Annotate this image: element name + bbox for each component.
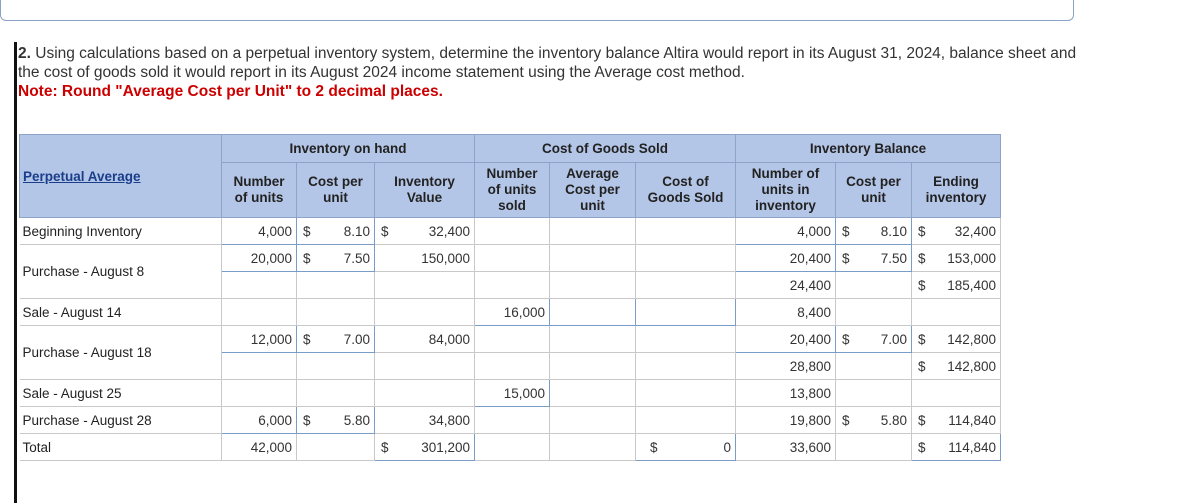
oh-units-input[interactable]: 12,000 [222, 326, 297, 353]
ib-cost-cell [836, 434, 912, 461]
ib-end-value: 142,800 [947, 331, 996, 347]
ib-end-value: 185,400 [947, 277, 996, 293]
header-cg-avg: Average Cost per unit [550, 163, 636, 218]
oh-value-cell [375, 218, 475, 245]
table-corner-header [20, 135, 222, 218]
oh-units-cell [222, 272, 297, 299]
ib-end-value: 32,400 [954, 223, 996, 239]
table-row [20, 245, 1001, 272]
cg-cost-cell [636, 380, 736, 407]
cg-cost-cell [636, 218, 736, 245]
ib-cost-value: 7.50 [880, 250, 907, 266]
oh-value-cell [375, 272, 475, 299]
header-oh-units: Number of units [222, 163, 297, 218]
header-oh-value: Inventory Value [375, 163, 475, 218]
ib-cost-input[interactable] [836, 245, 912, 272]
question-prompt: Using calculations based on a perpetual inventory system, determine the inventory balance Altira would report in its August 31, 2024, balance sheet and the cost of goods sold it would report in its August 2024 income statement using the Average cost method. [18, 45, 1077, 81]
oh-cost-value: 7.50 [343, 250, 370, 266]
oh-cost-cell [297, 272, 375, 299]
oh-value-cell: 34,800 [375, 407, 475, 434]
ib-cost-value: 5.80 [880, 412, 907, 428]
ib-cost-input[interactable] [836, 218, 912, 245]
cg-avg-cell [550, 218, 636, 245]
row-label: Beginning Inventory [20, 218, 222, 245]
oh-cost-value: 5.80 [343, 412, 370, 428]
table-row [20, 380, 1001, 407]
ib-units-total: 33,600 [736, 434, 836, 461]
oh-cost-cell [297, 353, 375, 380]
oh-cost-input[interactable] [297, 245, 375, 272]
oh-value-cell [375, 353, 475, 380]
oh-units-input[interactable]: 4,000 [222, 218, 297, 245]
currency-symbol: $ [918, 331, 926, 347]
cg-units-input[interactable]: 16,000 [475, 299, 550, 326]
header-ib-cost: Cost per unit [836, 163, 912, 218]
currency-symbol: $ [842, 223, 850, 239]
cg-avg-cell [550, 353, 636, 380]
table-row [20, 326, 1001, 353]
header-cg-cost: Cost of Goods Sold [636, 163, 736, 218]
ib-end-value: 114,840 [948, 412, 996, 428]
cg-avg-cell [550, 434, 636, 461]
oh-value-cell: 150,000 [375, 245, 475, 272]
currency-symbol: $ [842, 250, 850, 266]
ib-units-input[interactable]: 4,000 [736, 218, 836, 245]
cg-units-cell [475, 245, 550, 272]
cg-cost-cell [636, 407, 736, 434]
cg-avg-cell [550, 407, 636, 434]
header-oh-cost: Cost per unit [297, 163, 375, 218]
ib-end-cell [912, 272, 1001, 299]
currency-symbol: $ [381, 439, 389, 455]
oh-units-cell [222, 380, 297, 407]
rounding-note: Note: Round "Average Cost per Unit" to 2 decimal places. [18, 83, 443, 100]
cg-avg-cell [550, 245, 636, 272]
oh-units-cell [222, 353, 297, 380]
cg-cost-total-value: 0 [723, 439, 731, 455]
oh-cost-value: 7.00 [343, 331, 370, 347]
oh-units-input[interactable]: 6,000 [222, 407, 297, 434]
cg-units-cell [475, 407, 550, 434]
currency-symbol: $ [918, 439, 926, 455]
ib-cost-value: 7.00 [880, 331, 907, 347]
cg-units-input[interactable]: 15,000 [475, 380, 550, 407]
group-inventory-balance: Inventory Balance [736, 135, 1001, 163]
oh-units-cell [222, 299, 297, 326]
cg-cost-cell [636, 272, 736, 299]
header-ib-units: Number of units in inventory [736, 163, 836, 218]
ib-cost-cell [836, 407, 912, 434]
oh-cost-cell [297, 380, 375, 407]
cg-avg-cell [550, 272, 636, 299]
currency-symbol: $ [918, 223, 926, 239]
currency-symbol: $ [381, 223, 389, 239]
oh-cost-input[interactable] [297, 407, 375, 434]
currency-symbol: $ [918, 412, 926, 428]
header-ib-end: Ending inventory [912, 163, 1001, 218]
row-label: Purchase - August 28 [20, 407, 222, 434]
row-label: Sale - August 14 [20, 299, 222, 326]
oh-cost-input[interactable] [297, 218, 375, 245]
ib-end-cell [912, 380, 1001, 407]
currency-symbol: $ [918, 358, 926, 374]
ib-end-total [912, 434, 1001, 461]
header-cg-units: Number of units sold [475, 163, 550, 218]
oh-units-input[interactable]: 20,000 [222, 245, 297, 272]
ib-cost-value: 8.10 [880, 223, 907, 239]
cg-cost-total [636, 434, 736, 461]
currency-symbol: $ [303, 250, 311, 266]
question-number: 2. [18, 45, 31, 62]
cg-cost-cell [636, 326, 736, 353]
oh-value-cell [375, 299, 475, 326]
ib-end-value: 153,000 [947, 250, 996, 266]
ib-cost-cell [836, 272, 912, 299]
currency-symbol: $ [842, 331, 850, 347]
oh-cost-input[interactable] [297, 326, 375, 353]
ib-end-cell [912, 245, 1001, 272]
currency-symbol: $ [650, 439, 658, 455]
oh-value-total [375, 434, 475, 461]
currency-symbol: $ [303, 412, 311, 428]
row-label: Purchase - August 8 [20, 245, 222, 299]
ib-cost-cell [836, 299, 912, 326]
ib-end-cell [912, 299, 1001, 326]
ib-end-cell [912, 353, 1001, 380]
question-text-block [18, 44, 1078, 101]
previous-answer-box [0, 0, 1074, 21]
currency-symbol: $ [918, 250, 926, 266]
ib-cost-cell [836, 380, 912, 407]
row-label: Purchase - August 18 [20, 326, 222, 380]
ib-end-total-value: 114,840 [948, 439, 996, 455]
ib-units-total: 13,800 [736, 380, 836, 407]
oh-cost-value: 8.10 [343, 223, 370, 239]
cg-cost-cell [636, 245, 736, 272]
ib-end-cell [912, 407, 1001, 434]
cg-cost-cell [636, 353, 736, 380]
table-row [20, 407, 1001, 434]
table-row [20, 299, 1001, 326]
cg-units-cell [475, 353, 550, 380]
ib-units-total: 24,400 [736, 272, 836, 299]
perpetual-average-table [19, 134, 1001, 461]
ib-units-input[interactable]: 20,400 [736, 326, 836, 353]
cg-avg-cell [550, 326, 636, 353]
ib-end-cell [912, 218, 1001, 245]
table-row-total [20, 434, 1001, 461]
ib-cost-cell [836, 353, 912, 380]
ib-units-total: 19,800 [736, 407, 836, 434]
ib-units-input[interactable]: 20,400 [736, 245, 836, 272]
cg-cost-input[interactable] [636, 299, 736, 326]
cg-avg-input[interactable] [550, 299, 636, 326]
currency-symbol: $ [303, 331, 311, 347]
currency-symbol: $ [303, 223, 311, 239]
currency-symbol: $ [918, 277, 926, 293]
ib-cost-input[interactable] [836, 326, 912, 353]
table-row [20, 218, 1001, 245]
group-cost-of-goods-sold: Cost of Goods Sold [475, 135, 736, 163]
ib-units-total: 8,400 [736, 299, 836, 326]
question-marker-bar [14, 42, 17, 503]
ib-end-value: 142,800 [947, 358, 996, 374]
oh-value-total-value: 301,200 [421, 439, 470, 455]
oh-value: 32,400 [428, 223, 470, 239]
row-label: Total [20, 434, 222, 461]
oh-units-total: 42,000 [222, 434, 297, 461]
cg-units-cell [475, 272, 550, 299]
oh-cost-cell [297, 299, 375, 326]
oh-value-cell: 84,000 [375, 326, 475, 353]
cg-units-cell [475, 326, 550, 353]
group-inventory-on-hand: Inventory on hand [222, 135, 475, 163]
oh-value-cell [375, 380, 475, 407]
row-label: Sale - August 25 [20, 380, 222, 407]
ib-end-cell [912, 326, 1001, 353]
cg-units-cell [475, 218, 550, 245]
currency-symbol: $ [842, 412, 850, 428]
oh-cost-cell [297, 434, 375, 461]
perpetual-average-link[interactable]: Perpetual Average [23, 168, 141, 184]
cg-avg-cell [550, 380, 636, 407]
ib-units-total: 28,800 [736, 353, 836, 380]
cg-units-cell [475, 434, 550, 461]
